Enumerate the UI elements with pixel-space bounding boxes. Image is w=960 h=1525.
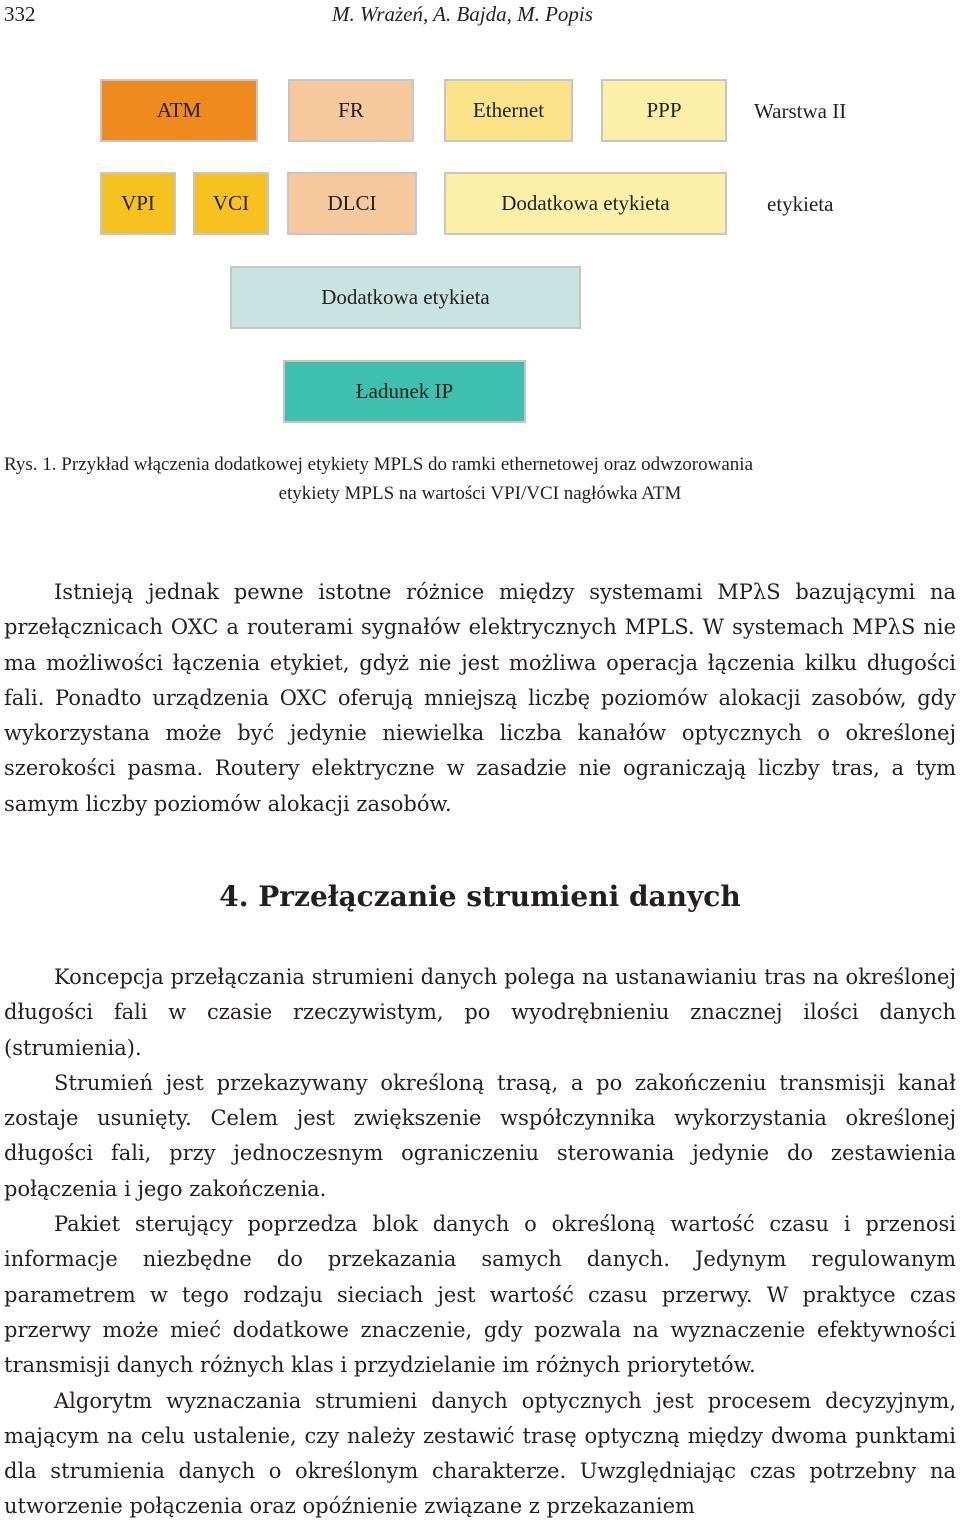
- figure-caption: [4, 450, 956, 508]
- vci-box: VCI: [193, 172, 269, 235]
- layer-2-label: Warstwa II: [754, 99, 847, 123]
- dlci-box: DLCI: [287, 172, 417, 235]
- label-label: etykieta: [767, 192, 834, 216]
- ppp-box: PPP: [601, 79, 727, 142]
- ethernet-box: Ethernet: [444, 79, 573, 142]
- extra-label-box: Dodatkowa etykieta: [444, 172, 727, 235]
- paragraph: Istnieją jednak pewne istotne różnice między systemami MPλS bazującymi na przełącznicach OXC a routerami sygnałów elektrycznych MPLS. W systemach MPλS nie ma możliwości łączenia etykiet, gdyż nie jest możliwa operacja łączenia kilku długości fali. Ponadto urządzenia OXC oferują mniejszą liczbę poziomów alokacji zasobów, gdy wykorzystana może być jedynie niewielka liczba kanałów optycznych o określonej szerokości pasma. Routery elektryczne w zasadzie nie ograniczają liczby tras, a tym samym liczby poziomów alokacji zasobów.: [4, 580, 956, 816]
- paragraph: Pakiet sterujący poprzedza blok danych o określoną wartość czasu i przenosi informacje niezbędne do przekazania samych danych. Jedynym regulowanym parametrem w tego rodzaju sieciach jest wartość czasu przerwy. W praktyce czas przerwy może mieć dodatkowe znaczenie, gdy pozwala na wyznaczenie efektywności transmisji danych różnych klas i przydzielanie im różnych priorytetów.: [4, 1212, 956, 1378]
- paragraph: Koncepcja przełączania strumieni danych polega na ustanawianiu tras na określonej długości fali w czasie rzeczywistym, po wyodrębnieniu znacznej ilości danych (strumienia).: [4, 965, 956, 1060]
- paragraph-differences: [4, 575, 956, 822]
- fr-box: FR: [288, 79, 414, 142]
- running-head: M. Wrażeń, A. Bajda, M. Popis: [332, 2, 593, 26]
- paragraph: Algorytm wyznaczania strumieni danych optycznych jest procesem decyzyjnym, mającym na celu ustalenie, czy należy zestawić trasę optyczną między dwoma punktami dla strumienia danych o określonym charakterze. Uwzględniając czas potrzebny na utworzenie połączenia oraz opóźnienie związane z przekazaniem: [4, 1388, 956, 1519]
- caption-line-1: Rys. 1. Przykład włączenia dodatkowej etykiety MPLS do ramki ethernetowej oraz odwzorowania: [4, 454, 753, 475]
- section-body: [4, 960, 956, 1525]
- mpls-label-box: Dodatkowa etykieta: [230, 266, 581, 329]
- atm-box: ATM: [100, 79, 258, 142]
- page-number: 332: [4, 2, 36, 26]
- vpi-box: VPI: [100, 172, 176, 235]
- ip-payload-box: Ładunek IP: [283, 360, 526, 423]
- section-heading: 4. Przełączanie strumieni danych: [219, 880, 741, 913]
- caption-line-2: etykiety MPLS na wartości VPI/VCI nagłówka ATM: [278, 483, 682, 504]
- paragraph: Strumień jest przekazywany określoną trasą, a po zakończeniu transmisji kanał zostaje usunięty. Celem jest zwiększenie współczynnika wykorzystania określonej długości fali, przy jednoczesnym ograniczeniu sterowania jedynie do zestawienia połączenia i jego zakończenia.: [4, 1070, 956, 1201]
